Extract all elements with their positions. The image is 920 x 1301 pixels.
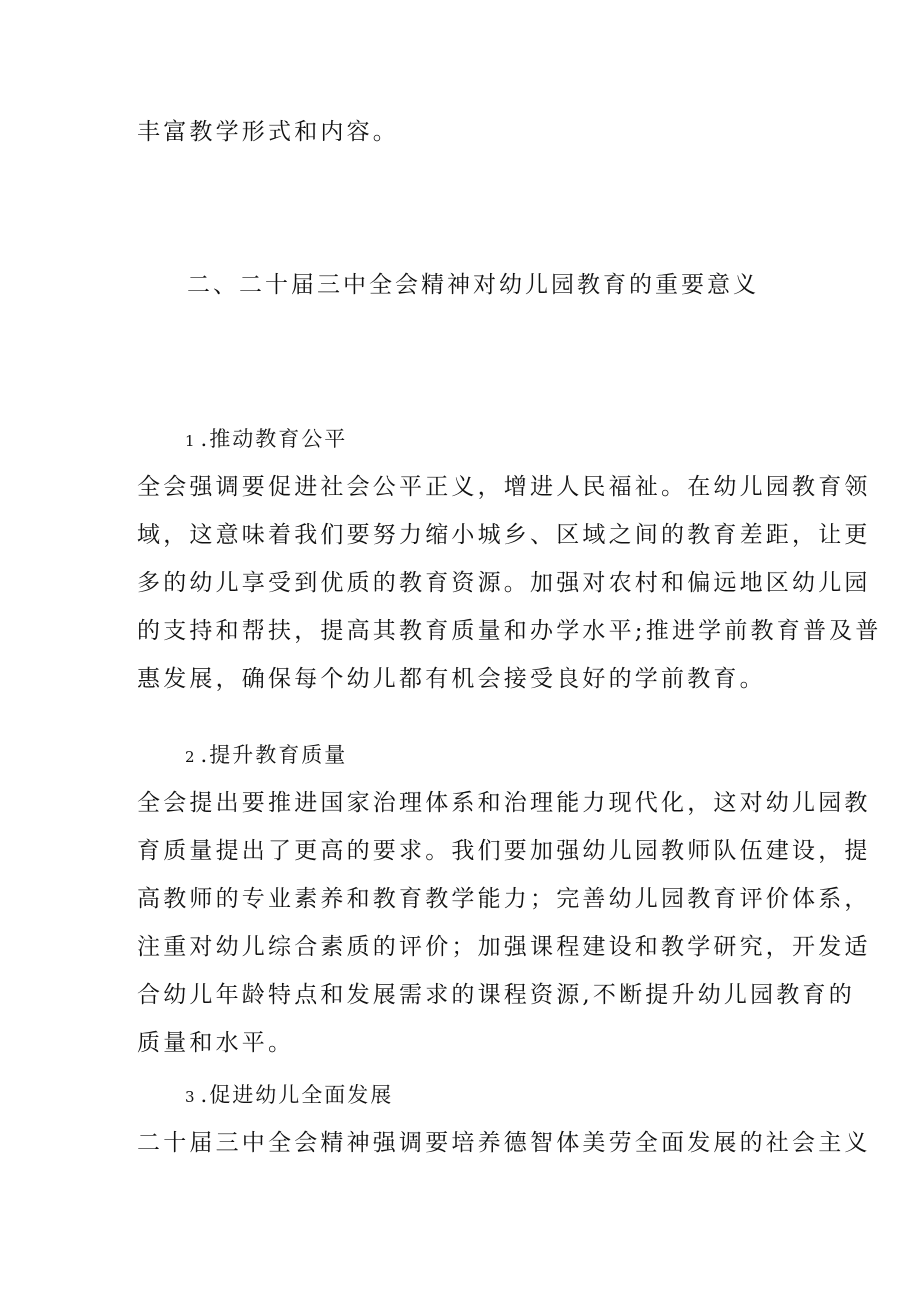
item-3-number: 3 — [185, 1088, 195, 1106]
item-2-line-4: 注重对幼儿综合素质的评价；加强课程建设和教学研究，开发适 — [137, 934, 871, 960]
item-1-line-3: 多的幼儿享受到优质的教育资源。加强对农村和偏远地区幼儿园 — [137, 570, 871, 596]
item-2-line-5: 合幼儿年龄特点和发展需求的课程资源,不断提升幼儿园教育的 — [137, 982, 855, 1008]
paragraph-intro-tail: 丰富教学形式和内容。 — [137, 119, 399, 145]
item-2-line-6: 质量和水平。 — [137, 1030, 295, 1056]
item-3-title: .促进幼儿全面发展 — [200, 1083, 394, 1107]
item-2-line-1: 全会提出要推进国家治理体系和治理能力现代化，这对幼儿园教 — [137, 790, 871, 816]
item-1-title: .推动教育公平 — [200, 427, 348, 451]
item-2-line-2: 育质量提出了更高的要求。我们要加强幼儿园教师队伍建设，提 — [137, 838, 871, 864]
item-3-heading — [185, 1080, 393, 1112]
section-heading: 二、二十届三中全会精神对幼儿园教育的重要意义 — [187, 272, 759, 298]
item-2-line-3: 高教师的专业素养和教育教学能力；完善幼儿园教育评价体系， — [137, 886, 871, 912]
item-3-line-1: 二十届三中全会精神强调要培养德智体美劳全面发展的社会主义 — [137, 1130, 871, 1156]
item-1-line-5: 惠发展，确保每个幼儿都有机会接受良好的学前教育。 — [137, 666, 766, 692]
item-1-line-1: 全会强调要促进社会公平正义，增进人民福祉。在幼儿园教育领 — [137, 474, 871, 500]
item-1-line-4: 的支持和帮扶，提高其教育质量和办学水平;推进学前教育普及普 — [137, 618, 882, 644]
item-1-line-2: 域，这意味着我们要努力缩小城乡、区域之间的教育差距，让更 — [137, 522, 871, 548]
item-2-title: .提升教育质量 — [200, 743, 348, 767]
item-2-heading — [185, 740, 347, 772]
item-1-heading — [185, 424, 347, 456]
item-1-number: 1 — [185, 432, 195, 450]
item-2-number: 2 — [185, 748, 195, 766]
